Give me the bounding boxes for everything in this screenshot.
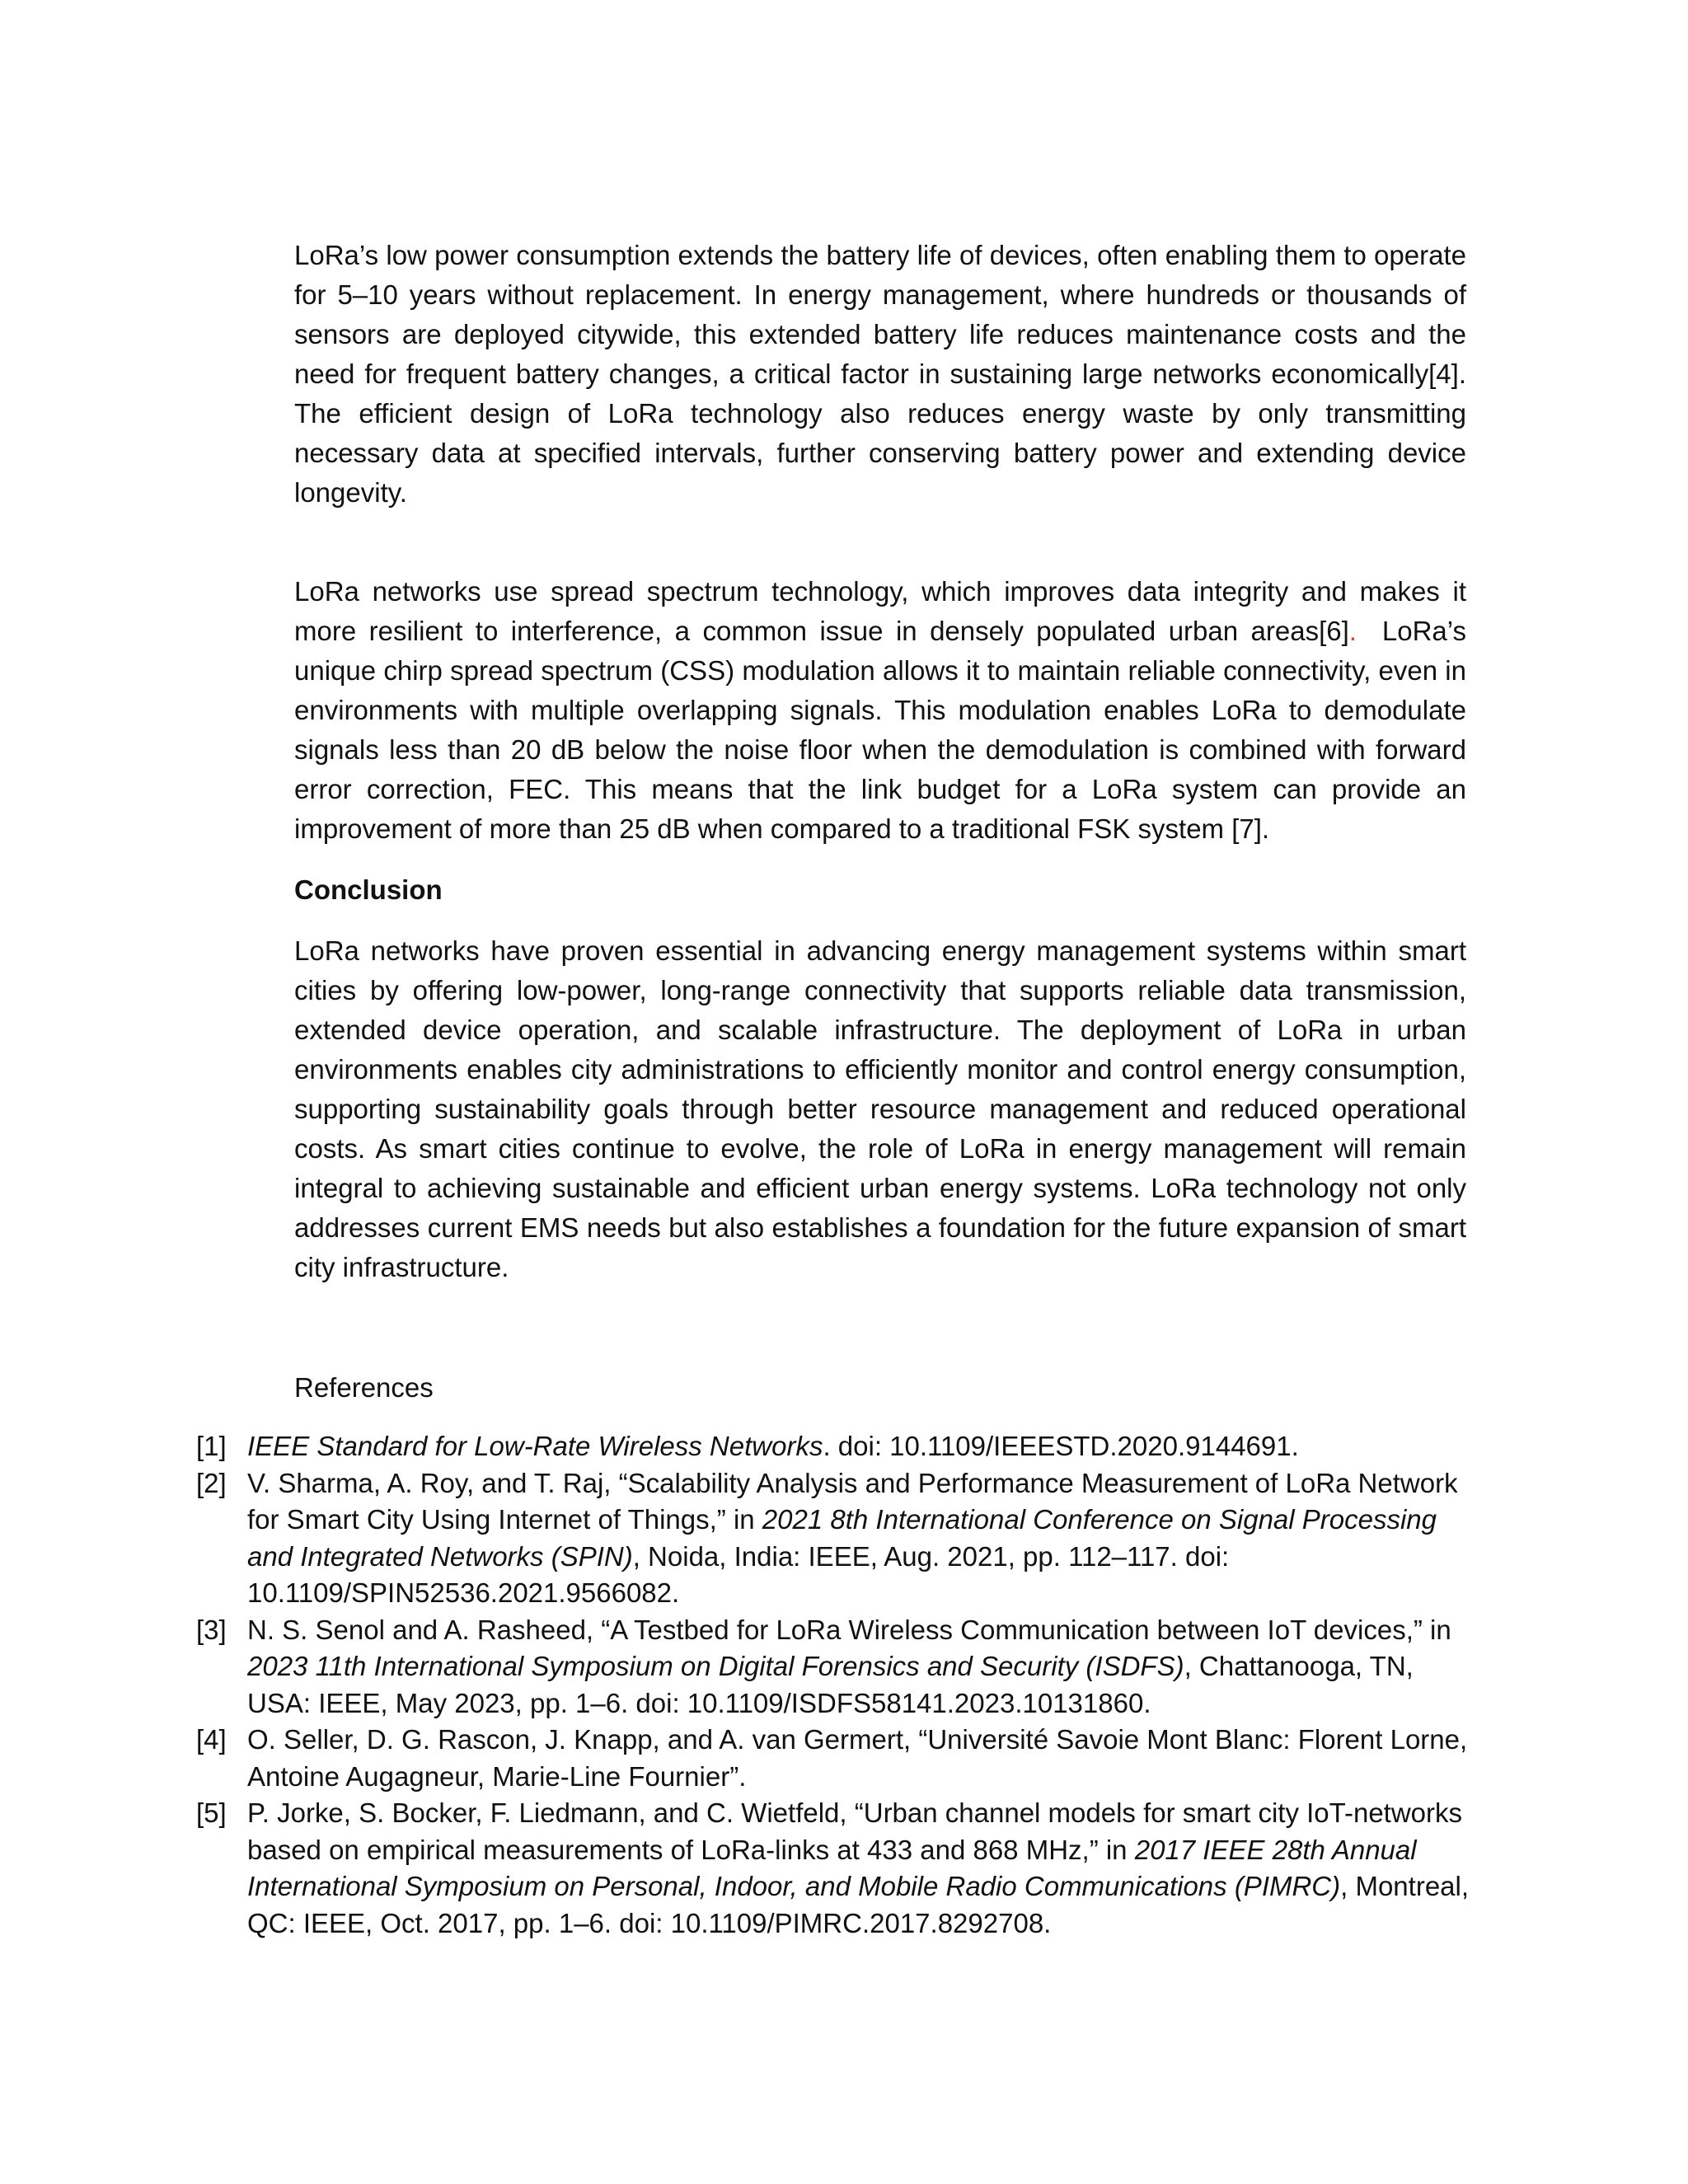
reference-text [247, 1612, 1482, 1722]
reference-number: [1] [196, 1431, 227, 1461]
reference-italic-title: IEEE Standard for Low-Rate Wireless Networks [247, 1431, 823, 1461]
reference-text-before: P. Jorke, S. Bocker, F. Liedmann, and C. Wietfeld, “Urban channel models for smart city IoT-networks based on empirical measurements of LoRa-links at 433 and 868 MHz,” in [247, 1797, 1463, 1865]
reference-item [196, 1795, 1482, 1942]
reference-item [196, 1428, 1482, 1465]
references-list [196, 1428, 1482, 1942]
reference-text-before: V. Sharma, A. Roy, and T. Raj, “Scalability Analysis and Performance Measurement of LoRa Network for Smart City Using Internet of Things,” in [247, 1467, 1458, 1535]
reference-text-before: N. S. Senol and A. Rasheed, “A Testbed for LoRa Wireless Communication between IoT devices,” in [247, 1614, 1451, 1645]
reference-italic-title: 2017 IEEE 28th Annual International Symposium on Personal, Indoor, and Mobile Radio Communications (PIMRC) [247, 1834, 1417, 1901]
paragraph-battery-life: LoRa’s low power consumption extends the battery life of devices, often enabling them to operate for 5–10 years without replacement. In energy management, where hundreds or thousands of sensors are deployed citywide, this extended battery life reduces maintenance costs and the need for frequent battery changes, a critical factor in sustaining large networks economically[4]. The efficient design of LoRa technology also reduces energy waste by only transmitting necessary data at specified intervals, further conserving battery power and extending device longevity. [294, 240, 1466, 508]
paragraph-spread-spectrum [294, 572, 1475, 849]
reference-italic-title: 2021 8th International Conference on Signal Processing and Integrated Networks (SPIN) [247, 1504, 1437, 1572]
conclusion-heading: Conclusion [294, 874, 443, 905]
reference-text [247, 1722, 1482, 1795]
reference-text [247, 1795, 1482, 1942]
reference-text-after: , Chattanooga, TN, USA: IEEE, May 2023, pp. 1–6. doi: 10.1109/ISDFS58141.2023.10131860. [247, 1651, 1414, 1718]
reference-text-after: . doi: 10.1109/IEEESTD.2020.9144691. [823, 1431, 1299, 1461]
reference-number: [4] [196, 1724, 227, 1755]
reference-item [196, 1722, 1482, 1795]
reference-text-after: , Montreal, QC: IEEE, Oct. 2017, pp. 1–6. doi: 10.1109/PIMRC.2017.8292708. [247, 1871, 1470, 1938]
paragraph-conclusion: LoRa networks have proven essential in advancing energy management systems within smart cities by offering low-power, long-range connectivity that supports reliable data transmission, extended device operation, and scalable infrastructure. The deployment of LoRa in urban environments enables city administrations to efficiently monitor and control energy consumption, supporting sustainability goals through better resource management and reduced operational costs. As smart cities continue to evolve, the role of LoRa in energy management will remain integral to achieving sustainable and efficient urban energy systems. LoRa technology not only addresses current EMS needs but also establishes a foundation for the future expansion of smart city infrastructure. [294, 935, 1466, 1282]
paragraph-spread-spectrum-text-b: LoRa’s unique chirp spread spectrum (CSS) modulation allows it to maintain reliable connectivity, even in environments with multiple overlapping signals. This modulation enables LoRa to demodulate signals less than 20 dB below the noise floor when the demodulation is combined with forward error correction, FEC. This means that the link budget for a LoRa system can provide an improvement of more than 25 dB when compared to a traditional FSK system [7]. [294, 616, 1475, 844]
reference-item [196, 1612, 1482, 1722]
paragraph-spread-spectrum-text-a: LoRa networks use spread spectrum technology, which improves data integrity and makes it more resilient to interference, a common issue in densely populated urban areas[6] [294, 576, 1466, 646]
reference-text [247, 1465, 1482, 1612]
paragraph-spread-spectrum-red-period: . [1348, 616, 1357, 646]
reference-number: [5] [196, 1797, 227, 1828]
reference-item [196, 1465, 1482, 1612]
references-title: References [294, 1372, 434, 1403]
reference-text [247, 1428, 1482, 1465]
reference-number: [3] [196, 1614, 227, 1645]
reference-text-before: O. Seller, D. G. Rascon, J. Knapp, and A. van Germert, “Université Savoie Mont Blanc: Florent Lorne, Antoine Augagneur, Marie-Line Fournier”. [247, 1724, 1468, 1792]
reference-text-after: , Noida, India: IEEE, Aug. 2021, pp. 112–117. doi: 10.1109/SPIN52536.2021.9566082. [247, 1540, 1230, 1608]
reference-number: [2] [196, 1467, 227, 1498]
reference-italic-title: 2023 11th International Symposium on Digital Forensics and Security (ISDFS) [247, 1651, 1184, 1681]
